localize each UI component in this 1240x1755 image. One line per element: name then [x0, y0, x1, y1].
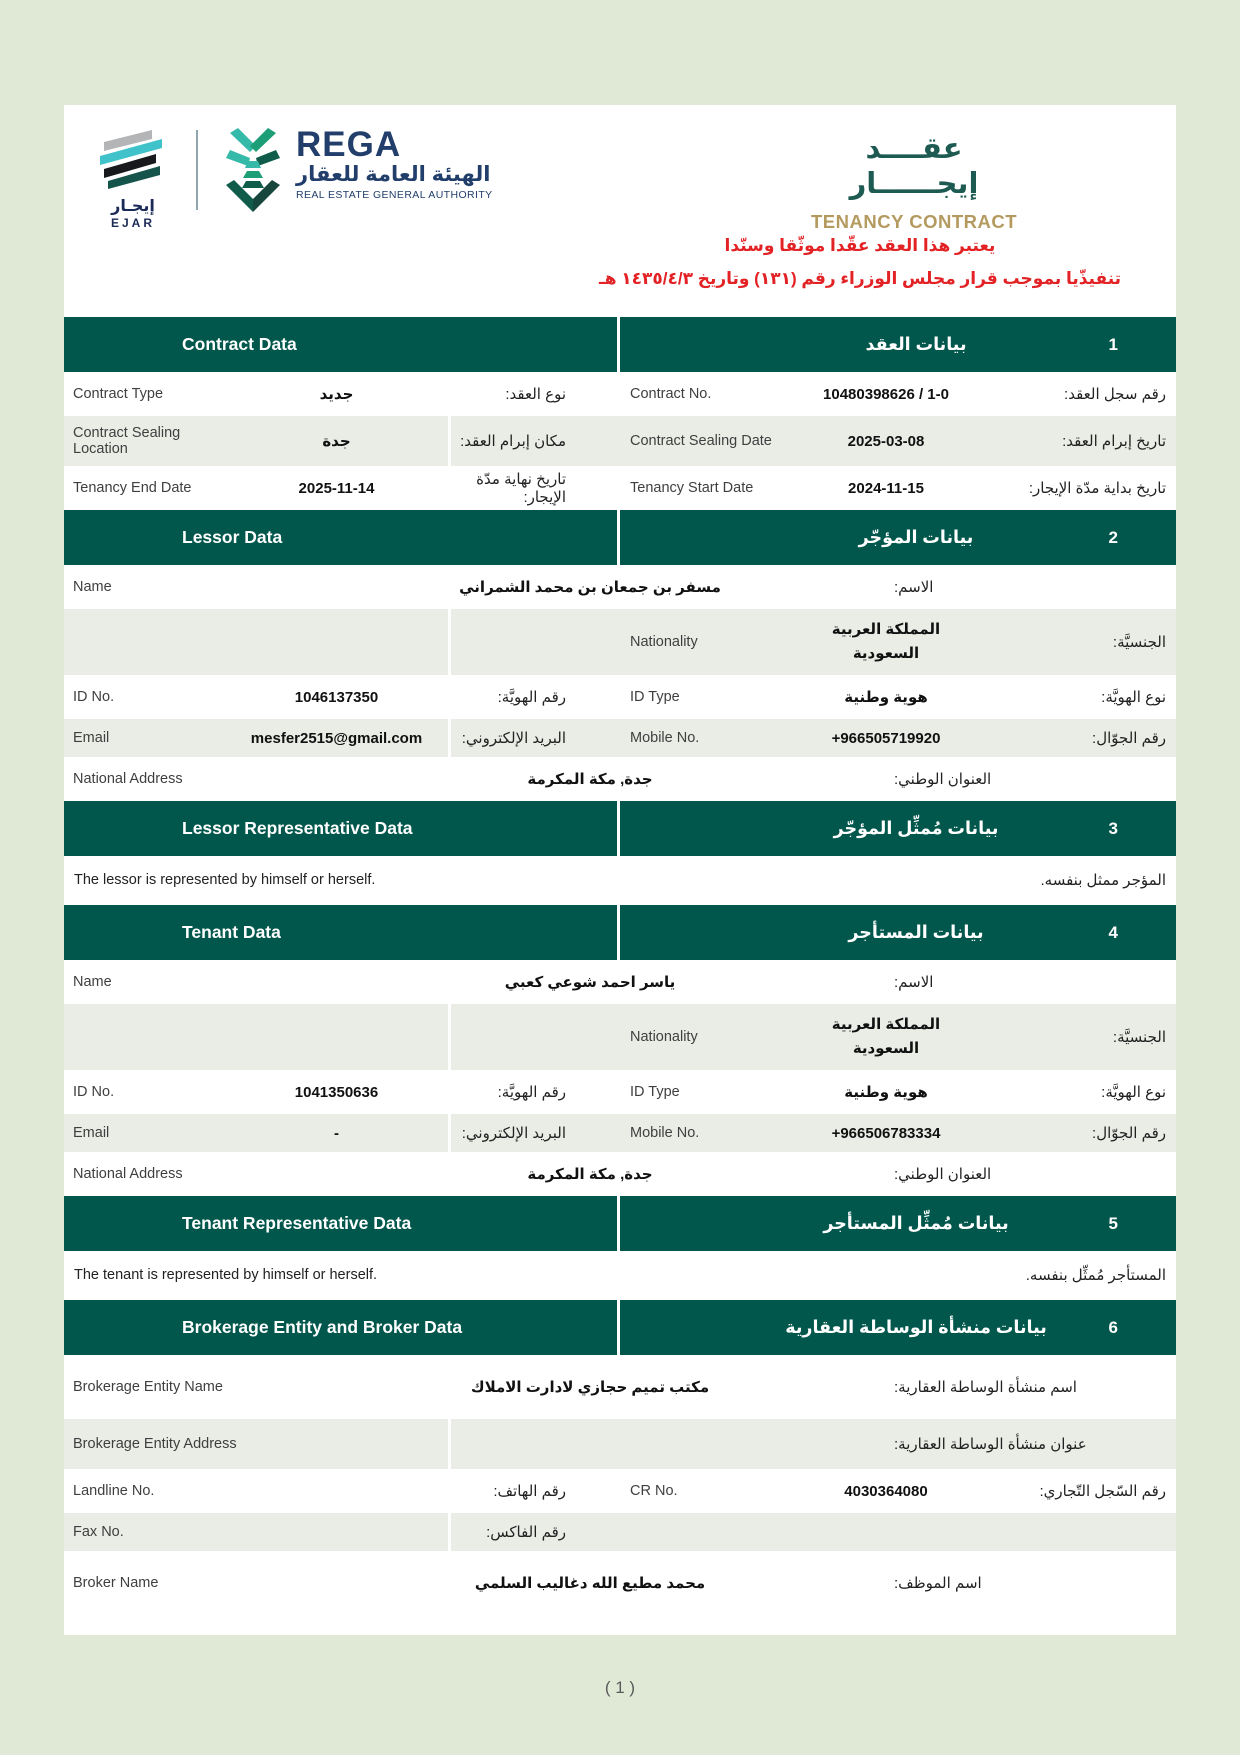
field-label-en: Brokerage Entity Address: [73, 1436, 237, 1453]
field-cr-no: [620, 1472, 1176, 1510]
field-label-en: Tenancy Start Date: [630, 480, 754, 497]
field-label-ar: رقم سجل العقد:: [1064, 386, 1166, 404]
section-number: 4: [1108, 922, 1118, 942]
empty-half: [64, 609, 620, 675]
field-label-en: ID No.: [73, 689, 115, 706]
empty-half: [620, 1513, 1176, 1551]
field-label-ar: الجنسيَّة:: [1112, 634, 1166, 652]
section-number: 6: [1108, 1317, 1118, 1337]
document-title-block: [808, 131, 1020, 233]
field-value: 4030364080: [844, 1482, 928, 1500]
field-label-ar: نوع الهويَّة:: [1101, 689, 1166, 707]
field-value: ياسر احمد شوعي كعبي: [504, 974, 676, 992]
field-value: هوية وطنية: [844, 689, 928, 707]
field-label-en: Brokerage Entity Name: [73, 1379, 223, 1396]
field-label-ar: رقم الهويَّة:: [497, 1084, 566, 1102]
field-brokerage-entity-address: [64, 1419, 1176, 1469]
field-tenant-id-type: [620, 1073, 1176, 1111]
field-label-ar: اسم منشأة الوساطة العقارية:: [894, 1379, 1077, 1397]
field-label-en: National Address: [73, 771, 183, 788]
field-value: +966506783334: [831, 1124, 941, 1142]
field-tenant-nationality: [620, 1004, 1176, 1070]
section-header-tenant-data: [64, 905, 1176, 960]
field-label-ar: عنوان منشأة الوساطة العقارية:: [894, 1436, 1087, 1454]
field-label-en: ID No.: [73, 1084, 115, 1101]
field-label-en: Mobile No.: [630, 730, 700, 747]
section-number: 1: [1108, 334, 1118, 354]
rega-arabic-name: الهيئة العامة للعقار: [296, 163, 491, 186]
field-value: جديد: [319, 386, 354, 404]
field-lessor-email: [64, 719, 620, 757]
legal-notice-line2: تنفيذّيا بموجب قرار مجلس الوزراء رقم (١٣١) وتاريخ ١٤٣٥/٤/٣ هـ: [598, 269, 1122, 289]
section-header-lessor-representative: [64, 801, 1176, 856]
ejar-stripes-icon: [96, 127, 170, 194]
section-number: 3: [1108, 818, 1118, 838]
field-value: مكتب تميم حجازي لادارت الاملاك: [470, 1379, 710, 1397]
field-brokerage-entity-name: [64, 1358, 1176, 1416]
field-value: 2024-11-15: [848, 479, 924, 497]
field-value: المملكة العربية السعودية: [831, 1016, 941, 1058]
field-label-en: Landline No.: [73, 1483, 155, 1500]
field-value: جدة: [322, 433, 351, 451]
section-number: 5: [1108, 1213, 1118, 1233]
statement-ar: المستأجر مُمثِّل بنفسه.: [1025, 1267, 1166, 1285]
section-title-en: Lessor Data: [64, 510, 620, 565]
brand-header: [64, 105, 1176, 232]
field-value: 1041350636: [294, 1083, 379, 1101]
field-tenant-mobile: [620, 1114, 1176, 1152]
field-label-en: Contract Sealing Location: [73, 425, 181, 458]
field-label-en: Fax No.: [73, 1524, 124, 1541]
legal-notice: [64, 229, 1176, 295]
field-label-en: Name: [73, 579, 112, 596]
field-label-en: ID Type: [630, 1084, 680, 1101]
lessor-representative-statement: [64, 861, 1176, 899]
ejar-arabic-label: إيجـار: [111, 198, 155, 215]
table-row: [64, 719, 1176, 757]
field-label-en: ID Type: [630, 689, 680, 706]
field-label-en: Nationality: [630, 634, 698, 651]
rega-english-name: REAL ESTATE GENERAL AUTHORITY: [296, 189, 493, 202]
field-contract-no: [620, 375, 1176, 413]
section-title-en: Tenant Representative Data: [64, 1196, 620, 1251]
field-sealing-location: [64, 416, 620, 466]
tenant-representative-statement: [64, 1256, 1176, 1294]
field-lessor-name: [64, 568, 1176, 606]
field-label-ar: رقم الفاكس:: [486, 1524, 566, 1542]
field-label-ar: العنوان الوطني:: [894, 1166, 992, 1184]
table-row: [64, 609, 1176, 675]
section-title-ar: بيانات العقد: [865, 334, 967, 355]
field-label-ar: مكان إبرام العقد:: [460, 433, 566, 451]
section-title-ar: بيانات مُمثِّل المؤجّر: [833, 818, 999, 839]
field-label-en: Email: [73, 730, 110, 747]
section-title-ar: بيانات منشأة الوساطة العقارية: [785, 1317, 1047, 1338]
field-label-en: Contract No.: [630, 386, 712, 403]
document-title-english: TENANCY CONTRACT: [810, 211, 1018, 232]
field-label-en: Email: [73, 1125, 110, 1142]
field-label-ar: نوع الهويَّة:: [1101, 1084, 1166, 1102]
ejar-latin-label: EJAR: [110, 216, 155, 230]
rega-text-block: [296, 127, 493, 201]
section-header-contract-data: [64, 317, 1176, 372]
field-label-ar: الاسم:: [894, 974, 934, 992]
legal-notice-line1: يعتبر هذا العقد عقّدا موثّقا وسنّدا: [724, 236, 996, 255]
field-value: 10480398626 / 1-0: [823, 385, 949, 403]
section-title-ar: بيانات المؤجّر: [858, 527, 974, 548]
section-title-en: Contract Data: [64, 317, 620, 372]
section-title-ar: بيانات المستأجر: [848, 922, 984, 943]
field-value: -: [334, 1124, 339, 1142]
field-label-en: CR No.: [630, 1483, 678, 1500]
table-row: [64, 416, 1176, 466]
field-value: +966505719920: [831, 729, 941, 747]
field-label-ar: تاريخ نهاية مدّة الإيجار:: [476, 471, 566, 507]
table-row: [64, 375, 1176, 413]
field-label-ar: تاريخ بداية مدّة الإيجار:: [1028, 480, 1166, 498]
field-label-ar: الجنسيَّة:: [1112, 1029, 1166, 1047]
section-title-en: Tenant Data: [64, 905, 620, 960]
field-label-en: Name: [73, 974, 112, 991]
statement-ar: المؤجر ممثل بنفسه.: [1040, 872, 1166, 890]
table-row: [64, 1004, 1176, 1070]
statement-en: The tenant is represented by himself or herself.: [74, 1267, 378, 1284]
field-label-en: Broker Name: [73, 1575, 159, 1592]
field-value: mesfer2515@gmail.com: [250, 729, 423, 747]
field-broker-name: [64, 1554, 1176, 1612]
field-label-en: Contract Type: [73, 386, 164, 403]
table-row: [64, 1114, 1176, 1152]
field-label-en: Tenancy End Date: [73, 480, 192, 497]
field-landline-no: [64, 1472, 620, 1510]
field-lessor-nationality: [620, 609, 1176, 675]
field-value: مسفر بن جمعان بن محمد الشمراني: [459, 579, 721, 597]
field-value: جدة, مكة المكرمة: [527, 771, 653, 789]
table-row: [64, 1513, 1176, 1551]
section-title-ar: بيانات مُمثِّل المستأجر: [823, 1213, 1009, 1234]
page-number: ( 1 ): [604, 1678, 636, 1697]
field-value: المملكة العربية السعودية: [831, 621, 941, 663]
field-lessor-mobile: [620, 719, 1176, 757]
field-label-ar: رقم الجوّال:: [1092, 1125, 1166, 1143]
field-label-ar: رقم الجوّال:: [1092, 730, 1166, 748]
section-number: 2: [1108, 527, 1118, 547]
field-value: 2025-11-14: [298, 479, 375, 497]
field-fax-no: [64, 1513, 620, 1551]
ejar-logo: [90, 127, 176, 230]
field-sealing-date: [620, 416, 1176, 466]
field-label-ar: البريد الإلكتروني:: [461, 1125, 566, 1143]
field-label-ar: نوع العقد:: [505, 386, 566, 404]
field-value: 2025-03-08: [847, 432, 925, 450]
field-label-ar: رقم السّجل التّجاري:: [1039, 1483, 1166, 1501]
field-tenant-name: [64, 963, 1176, 1001]
table-row: [64, 469, 1176, 507]
table-row: [64, 1472, 1176, 1510]
field-value: 1046137350: [294, 688, 379, 706]
field-value: [286, 1419, 894, 1469]
field-label-en: National Address: [73, 1166, 183, 1183]
table-row: [64, 678, 1176, 716]
field-tenant-email: [64, 1114, 620, 1152]
logo-divider: [196, 130, 198, 210]
field-lessor-id-no: [64, 678, 620, 716]
field-value: محمد مطيع الله دغاليب السلمي: [474, 1575, 706, 1593]
field-label-ar: رقم الهاتف:: [493, 1483, 566, 1501]
document-title-arabic: عقــــد إيجــــــار: [849, 133, 979, 200]
section-title-en: Lessor Representative Data: [64, 801, 620, 856]
empty-half: [64, 1004, 620, 1070]
section-title-en: Brokerage Entity and Broker Data: [64, 1300, 620, 1355]
contract-card: [64, 105, 1176, 1635]
field-label-ar: العنوان الوطني:: [894, 771, 992, 789]
field-value: جدة, مكة المكرمة: [527, 1166, 653, 1184]
section-header-brokerage: [64, 1300, 1176, 1355]
rega-palm-icon: [220, 127, 286, 220]
field-tenancy-end: [64, 469, 620, 507]
field-label-ar: تاريخ إبرام العقد:: [1062, 433, 1166, 451]
statement-en: The lessor is represented by himself or herself.: [74, 872, 376, 889]
field-label-ar: اسم الموظف:: [894, 1575, 982, 1593]
field-value: هوية وطنية: [844, 1084, 928, 1102]
field-label-en: Mobile No.: [630, 1125, 700, 1142]
field-label-ar: الاسم:: [894, 579, 934, 597]
field-lessor-national-address: [64, 760, 1176, 798]
field-label-ar: رقم الهويَّة:: [497, 689, 566, 707]
section-header-lessor-data: [64, 510, 1176, 565]
rega-logo: [220, 127, 493, 220]
field-label-ar: البريد الإلكتروني:: [461, 730, 566, 748]
section-header-tenant-representative: [64, 1196, 1176, 1251]
field-lessor-id-type: [620, 678, 1176, 716]
field-tenancy-start: [620, 469, 1176, 507]
field-contract-type: [64, 375, 620, 413]
field-label-en: Contract Sealing Date: [630, 433, 772, 450]
table-row: [64, 1073, 1176, 1111]
rega-wordmark: REGA: [296, 125, 402, 164]
field-tenant-id-no: [64, 1073, 620, 1111]
field-tenant-national-address: [64, 1155, 1176, 1193]
field-label-en: Nationality: [630, 1029, 698, 1046]
